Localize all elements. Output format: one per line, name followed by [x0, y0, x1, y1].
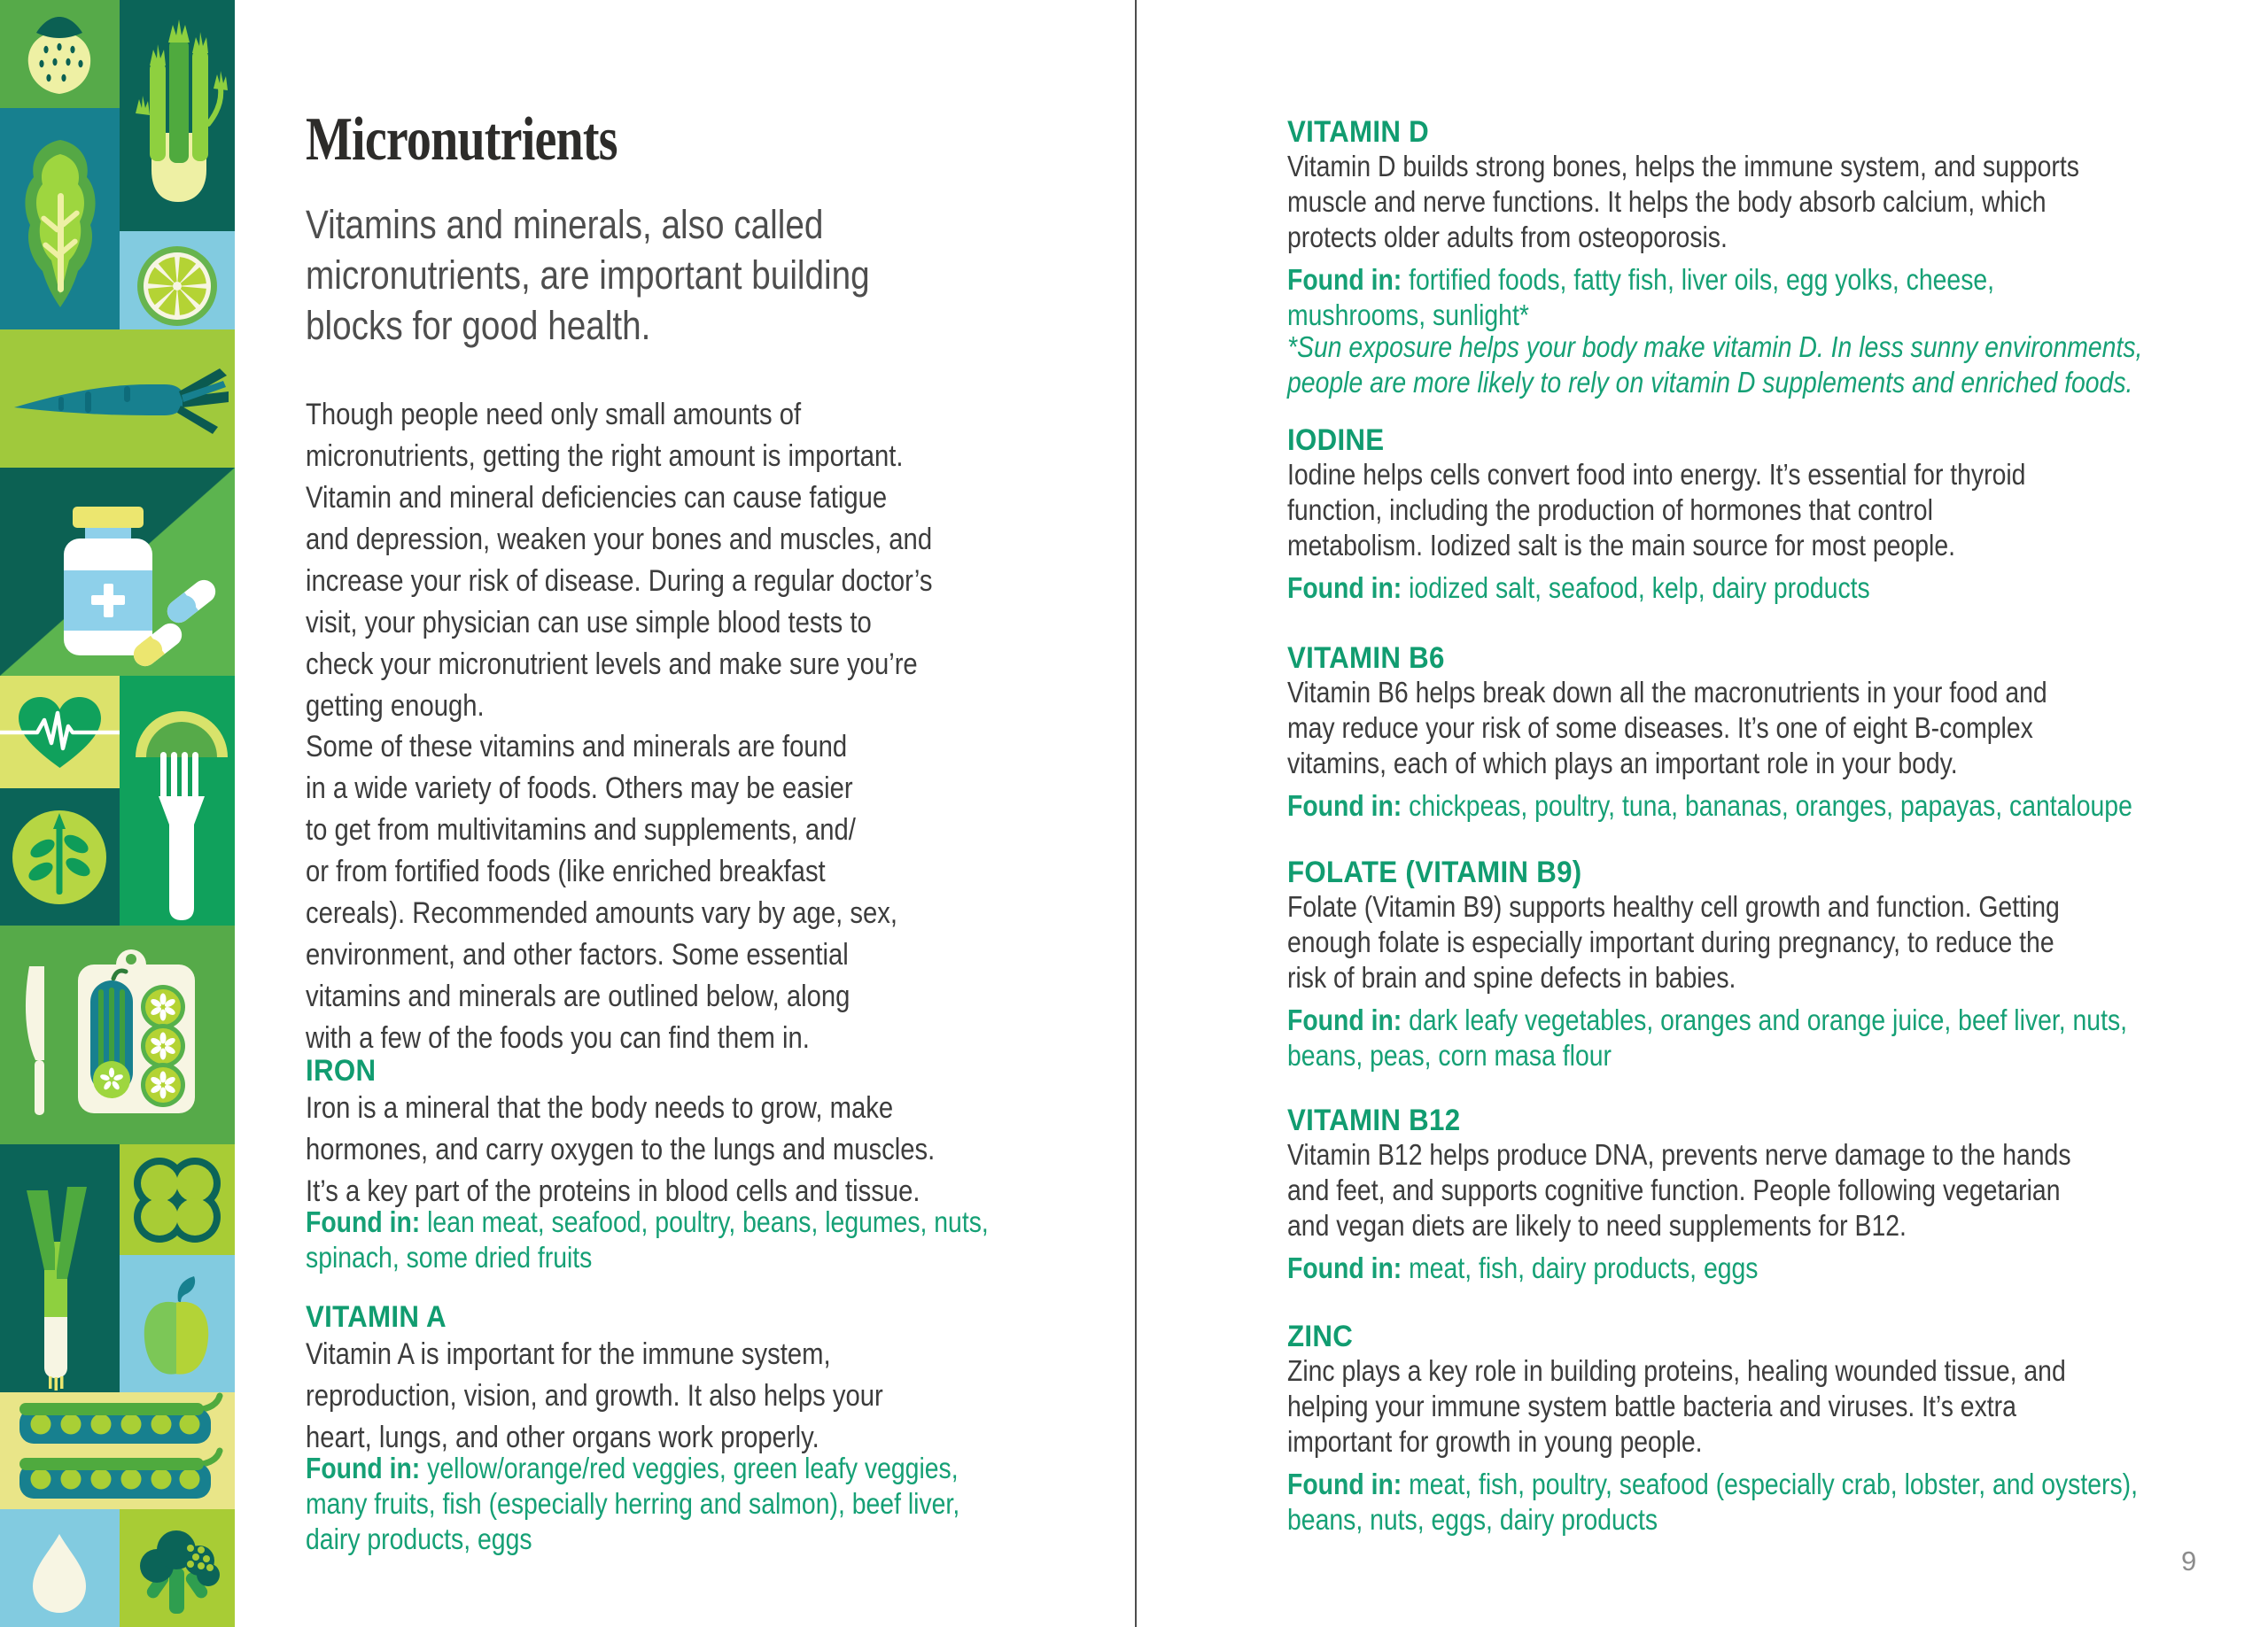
vitamin-d-body: Vitamin D builds strong bones, helps the immune system, and supports muscle and nerve functions. It helps the body absorb calcium, which protects older adults from osteoporosis.	[1287, 150, 2079, 253]
pea-pods-icon	[0, 1392, 235, 1509]
vitamin-a-found-in	[306, 1451, 1066, 1557]
found-in-more-lines: spinach, some dried fruits	[306, 1241, 593, 1274]
vitamin-b6-body: Vitamin B6 helps break down all the macronutrients in your food and may reduce your risk of some diseases. It’s one of eight B-complex vitamins, each of which plays an important role in your body.	[1287, 676, 2047, 779]
found-in-line: Found in: meat, fish, poultry, seafood (especially crab, lobster, and oysters),	[1287, 1468, 2139, 1500]
iron-heading: IRON	[306, 1054, 377, 1088]
vitamin-b12-body: Vitamin B12 helps produce DNA, prevents nerve damage to the hands and feet, and supports cognitive function. People following vegetarian and vegan diets are likely to need supplements for B12.	[1287, 1138, 2071, 1242]
folate-found-in	[1287, 1003, 2264, 1073]
bell-pepper-icon	[120, 1255, 235, 1392]
sprout-circle-icon	[0, 788, 120, 926]
heart-ekg-icon	[0, 676, 120, 788]
found-in-line: Found in: yellow/orange/red veggies, green leafy veggies,	[306, 1452, 959, 1484]
broccoli-icon	[120, 1509, 235, 1627]
found-in-line: Found in: fortified foods, fatty fish, liver oils, egg yolks, cheese,	[1287, 263, 1995, 296]
iodine-heading: IODINE	[1287, 423, 1385, 457]
carrot-icon	[0, 329, 235, 468]
found-in-more-lines: beans, nuts, eggs, dairy products	[1287, 1503, 1658, 1536]
folate-heading: FOLATE (VITAMIN B9)	[1287, 856, 1582, 889]
page-number: 9	[2181, 1546, 2197, 1577]
zinc-found-in	[1287, 1467, 2268, 1538]
found-in-line: Found in: dark leafy vegetables, oranges and orange juice, beef liver, nuts,	[1287, 1003, 2128, 1036]
found-in-more-lines: mushrooms, sunlight*	[1287, 298, 1529, 331]
page-subtitle: Vitamins and minerals, also called micronutrients, are important building blocks for good health.	[306, 202, 870, 348]
vitamin-d-heading: VITAMIN D	[1287, 115, 1430, 149]
water-drop-icon	[0, 1509, 120, 1627]
intro-paragraph-1: Though people need only small amounts of micronutrients, getting the right amount is important. Vitamin and mineral deficiencies can cause fatigue and depression, weaken your bones and muscles, and increase your risk of disease. During a regular doctor’s visit, your physician can use simple blood tests to check your micronutrient levels and make sure you’re getting enough.	[306, 398, 933, 723]
vitamin-d-sun-note: *Sun exposure helps your body make vitamin D. In less sunny environments, people are more likely to rely on vitamin D supplements and enriched foods.	[1287, 330, 2143, 399]
page-fold-divider	[1135, 0, 1137, 1627]
found-in-more-lines: beans, peas, corn masa flour	[1287, 1039, 1612, 1072]
found-in-line: Found in: chickpeas, poultry, tuna, bananas, oranges, papayas, cantaloupe	[1287, 789, 2132, 822]
found-in-line: Found in: iodized salt, seafood, kelp, dairy products	[1287, 571, 1870, 604]
vitamin-a-heading: VITAMIN A	[306, 1300, 447, 1334]
iron-body: Iron is a mineral that the body needs to grow, make hormones, and carry oxygen to the lungs and muscles. It’s a key part of the proteins in blood cells and tissue.	[306, 1091, 936, 1208]
intro-paragraph-2: Some of these vitamins and minerals are found in a wide variety of foods. Others may be easier to get from multivitamins and supplements, and/ or from fortified foods (like enriched breakfast cereals). Recommended amounts vary by age, sex, environment, and other factors. Some essential vitamins and minerals are outlined below, along with a few of the foods you can find them in.	[306, 730, 897, 1055]
fork-melon-icon	[120, 676, 235, 926]
lettuce-icon	[0, 108, 120, 329]
pepper-cross-section-icon	[120, 1144, 235, 1255]
lime-slice-icon	[120, 231, 235, 329]
found-in-more-lines: many fruits, fish (especially herring and salmon), beef liver, dairy products, eggs	[306, 1487, 960, 1555]
found-in-line: Found in: lean meat, seafood, poultry, beans, legumes, nuts,	[306, 1205, 989, 1238]
vitamin-b12-heading: VITAMIN B12	[1287, 1104, 1461, 1137]
found-in-line: Found in: meat, fish, dairy products, eggs	[1287, 1251, 1759, 1284]
strawberry-icon	[0, 0, 120, 108]
vitamin-b12-found-in	[1287, 1251, 1835, 1286]
cutting-board-icon	[0, 926, 235, 1144]
iodine-found-in	[1287, 570, 1965, 606]
zinc-body: Zinc plays a key role in building proteins, healing wounded tissue, and helping your immune system battle bacteria and viruses. It’s extra important for growth in young people.	[1287, 1354, 2066, 1458]
vitamin-b6-found-in	[1287, 788, 2268, 824]
leek-icon	[0, 1144, 120, 1392]
folate-body: Folate (Vitamin B9) supports healthy cell growth and function. Getting enough folate is especially important during pregnancy, to reduce the risk of brain and spine defects in babies.	[1287, 890, 2060, 994]
celery-icon	[120, 0, 235, 231]
zinc-heading: ZINC	[1287, 1320, 1354, 1353]
vitamin-d-found-in	[1287, 262, 2109, 333]
pill-bottle-icon	[0, 468, 235, 676]
iodine-body: Iodine helps cells convert food into energy. It’s essential for thyroid function, including the production of hormones that control metabolism. Iodized salt is the main source for most people.	[1287, 458, 2026, 562]
page-title: Micronutrients	[306, 105, 617, 174]
vitamin-b6-heading: VITAMIN B6	[1287, 641, 1445, 675]
iron-found-in	[306, 1205, 1099, 1275]
vitamin-a-body: Vitamin A is important for the immune system, reproduction, vision, and growth. It also helps your heart, lungs, and other organs work properly.	[306, 1337, 883, 1454]
